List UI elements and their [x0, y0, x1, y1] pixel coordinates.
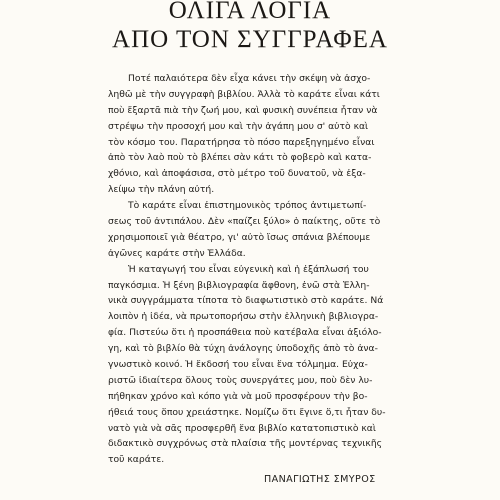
text-line: νατὸ γιὰ νὰ σᾶς προσφερθῆ ἕνα βιβλίο κατατοπιστικὸ καὶ: [108, 422, 376, 434]
text-line: ριστῶ ἰδιαίτερα ὅλους τοὺς συνεργάτες μου, ποὺ δὲν λυ-: [108, 374, 373, 386]
text-line: σεως τοῦ ἀντιπάλου. Δὲν «παίζει ξύλο» ὁ παίκτης, οὔτε τὸ: [108, 216, 381, 228]
text-line: λοιπὸν ἡ ἰδέα, νὰ πρωτοπορήσω στὴν ἑλληνικὴ βιβλιογρα-: [108, 311, 379, 323]
text-line: Τὸ καράτε εἶναι ἐπιστημονικὸς τρόπος ἀντιμετωπί-: [128, 200, 367, 212]
text-line: ληθῶ μὲ τὴν συγγραφὴ βιβλίου. Ἀλλὰ τὸ καράτε εἶναι κάτι: [108, 88, 380, 100]
author-signature: ΠΑΝΑΓΙΩΤΗΣ ΣΜΥΡΟΣ: [264, 474, 376, 485]
text-line: γη, καὶ τὸ βιβλίο θὰ τύχη ἀνάλογης ὑποδοχῆς ἀπὸ τὸ ἀνα-: [108, 343, 378, 355]
body-text: [108, 71, 414, 468]
text-line: λείψω τὴν πλάνη αὐτή.: [108, 184, 215, 196]
text-line: διδακτικὸ συγχρόνως στὰ πλαίσια τῆς μοντέρνας τεχνικῆς: [108, 438, 383, 450]
text-line: χρησιμοποιεῖ γιὰ θέατρο, γι' αὐτὸ ἴσως σπάνια βλέπουμε: [108, 231, 371, 243]
text-line: ἀγῶνες καράτε στὴν Ἑλλάδα.: [108, 247, 246, 259]
text-line: πήθηκαν χρόνο καὶ κόπο γιὰ νὰ μοῦ προσφέρουν τὴν βο-: [108, 390, 368, 402]
text-line: ποὺ ἔξαρτᾶ πιὰ τὴν ζωή μου, καὶ φυσικὴ συνέπεια ἦταν νὰ: [108, 104, 378, 116]
text-line: ἀπὸ τὸν λαὸ ποὺ τὸ βλέπει σὰν κάτι τὸ φοβερὸ καὶ κατα-: [108, 152, 372, 164]
text-line: Ποτέ παλαιότερα δὲν εἶχα κάνει τὴν σκέψη νὰ ἀσχο-: [128, 73, 371, 84]
text-line: παγκόσμια. Ἡ ξένη βιβλιογραφία ἄφθονη, ἐνῶ στὰ Ἑλλη-: [108, 279, 370, 291]
text-line: ήθειά τους ὅπου χρειάστηκε. Νομίζω ὅτι ἔγινε ὅ,τι ἦταν δυ-: [108, 406, 386, 418]
text-line: φία. Πιστεύω ὅτι ἡ προσπάθεια ποὺ κατέβαλα εἶναι ἀξιόλο-: [108, 327, 382, 339]
heading-line-1: ΟΛΙΓΑ ΛΟΓΙΑ: [168, 0, 332, 24]
text-line: χθόνιο, καὶ ἀποφάσισα, στὸ μέτρο τοῦ δυνατοῦ, νὰ ἐξα-: [108, 168, 366, 180]
text-line: Ἡ καταγωγή του εἶναι εὐγενικὴ καὶ ἡ ἐξάπλωσή του: [128, 263, 369, 275]
text-line: γνωστικὸ κοινό. Ἡ ἔκδοσή του εἶναι ἕνα τόλμημα. Εὐχα-: [108, 359, 368, 371]
text-line: τὸν κόσμο του. Παρατήρησα τὸ πόσο παρεξηγημένο εἶναι: [108, 136, 375, 148]
text-line: τοῦ καράτε.: [108, 454, 165, 466]
heading-line-2: ΑΠΟ ΤΟΝ ΣΥΓΓΡΑΦΕΑ: [112, 26, 388, 53]
text-line: στρέψω τὴν προσοχή μου καὶ τὴν ἀγάπη μου σ' αὐτὸ καὶ: [108, 120, 369, 132]
text-line: νικὰ συγγράμματα τίποτα τὸ διαφωτιστικὸ στὸ καράτε. Νά: [108, 295, 384, 307]
